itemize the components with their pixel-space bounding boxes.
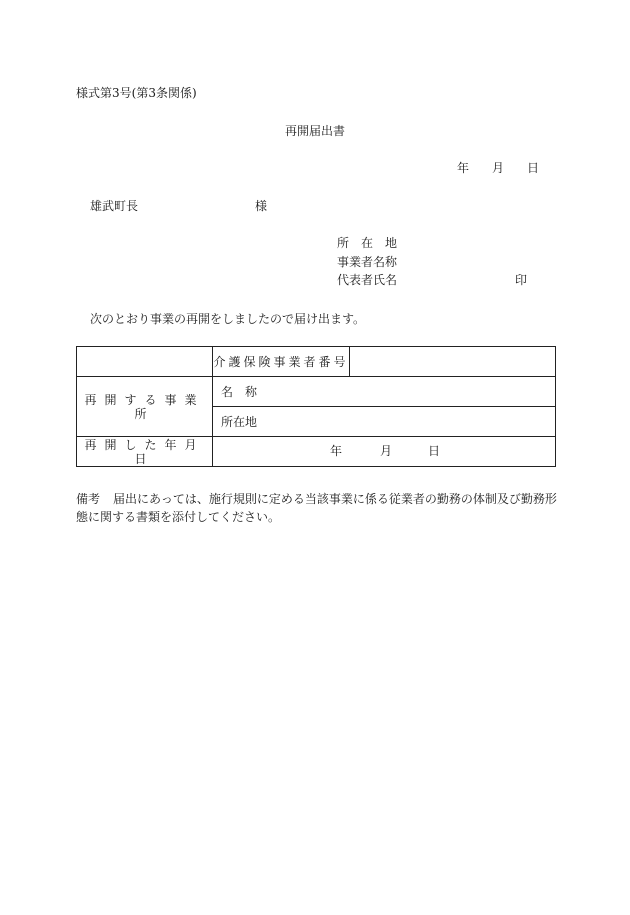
reopening-date-label: 再開した年月日: [77, 437, 213, 467]
reopening-date-value[interactable]: [213, 437, 556, 467]
date-month-label: 月: [492, 161, 505, 175]
form-number: 様式第3号(第3条関係): [76, 86, 197, 100]
service-number-value[interactable]: [350, 347, 556, 377]
remarks-line-1: 届出にあっては、施行規則に定める当該事業に係る従業者の勤務の体制及び勤務形: [113, 492, 557, 506]
business-name-label: 事業者名称: [337, 255, 398, 269]
document-title: 再開届出書: [285, 124, 346, 138]
reopening-form-table: [76, 346, 556, 467]
table-row: [77, 437, 556, 467]
reopening-date-year: 年: [330, 444, 343, 458]
address-label: 所 在 地: [337, 236, 398, 250]
service-number-label: 介護保険事業者番号: [213, 347, 350, 377]
statement-text: 次のとおり事業の再開をしましたので届け出ます。: [90, 312, 366, 326]
reopening-date-month: 月: [380, 444, 393, 458]
reopening-date-day: 日: [428, 444, 441, 458]
date-day-label: 日: [527, 161, 540, 175]
addressee-name: 雄武町長: [90, 199, 139, 213]
office-location-label: 所在地: [213, 407, 556, 437]
representative-label: 代表者氏名: [337, 273, 398, 287]
office-name-label: 名 称: [213, 377, 556, 407]
remarks-line-2: 態に関する書類を添付してください。: [76, 510, 281, 524]
remarks-label: 備考: [76, 492, 101, 506]
table-row: [77, 347, 556, 377]
table-row: [77, 377, 556, 407]
empty-cell: [77, 347, 213, 377]
reopening-office-label: 再開する事業所: [77, 377, 213, 437]
date-year-label: 年: [457, 161, 470, 175]
addressee-honorific: 様: [255, 199, 268, 213]
seal-mark: 印: [515, 273, 528, 287]
